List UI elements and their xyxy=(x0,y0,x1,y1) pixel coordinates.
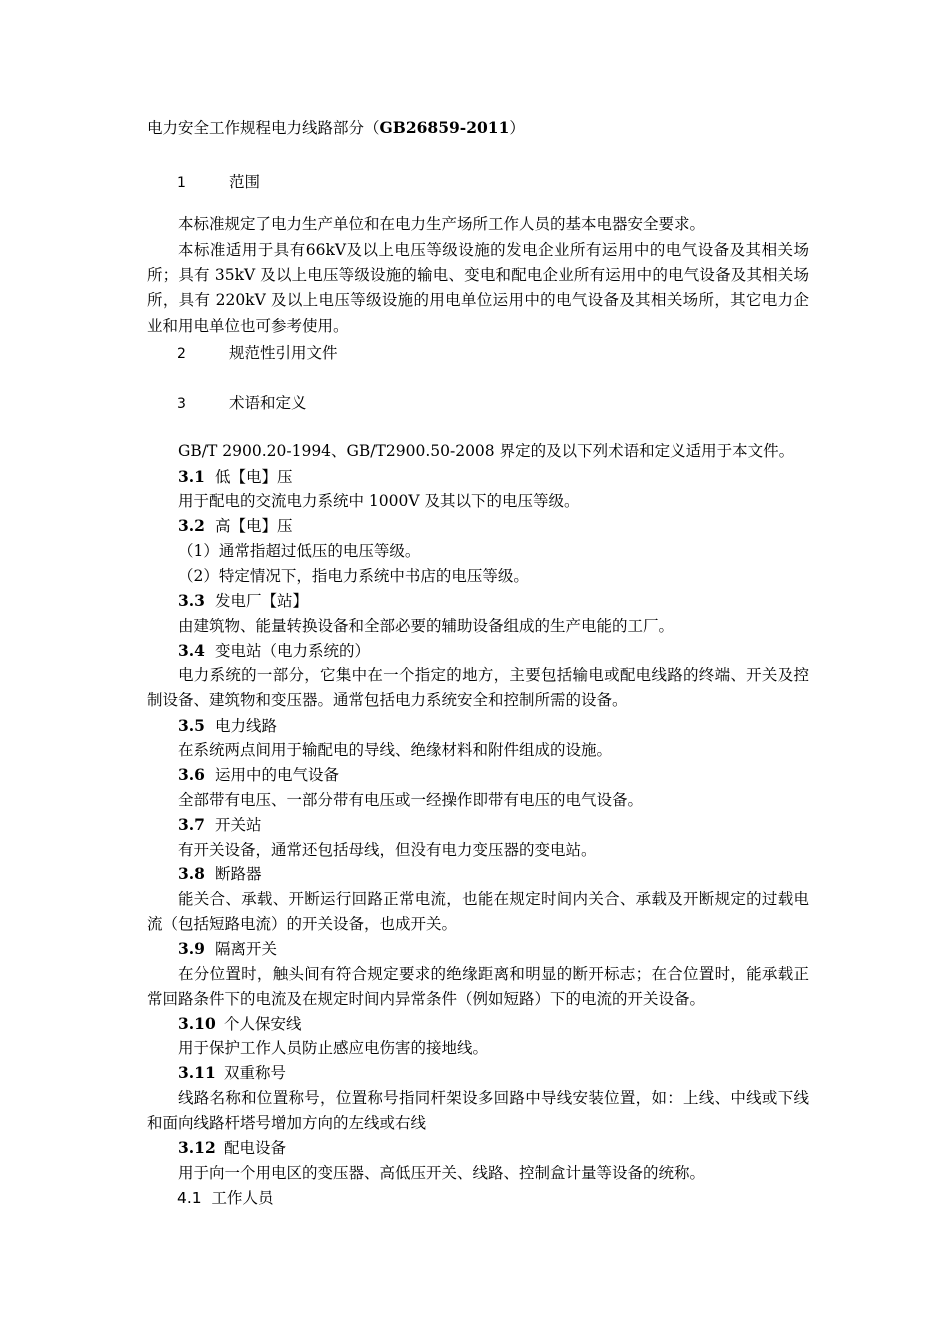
scope-paragraph-2: 本标准适用于具有66kV及以上电压等级设施的发电企业所有运用中的电气设备及其相关场所；具有 35kV 及以上电压等级设施的输电、变电和配电企业所有运用中的电气设备及其相关场所，具有 220kV 及以上电压等级设施的用电单位运用中的电气设备及其相关场所，其它电力企业和用电单位也可参考使用。 xyxy=(147,241,809,335)
term-name: 低【电】压 xyxy=(215,468,293,486)
term-name: 运用中的电气设备 xyxy=(215,766,340,784)
standard-code: GB26859-2011 xyxy=(379,118,510,137)
term-heading xyxy=(178,1012,302,1036)
term-definition: （2）特定情况下，指电力系统中书店的电压等级。 xyxy=(178,567,529,585)
term-definition: 全部带有电压、一部分带有电压或一经操作即带有电压的电气设备。 xyxy=(178,791,644,809)
term-heading xyxy=(178,714,277,738)
term-name: 变电站（电力系统的） xyxy=(215,642,371,660)
term-definition: 用于向一个用电区的变压器、高低压开关、线路、控制盒计量等设备的统称。 xyxy=(178,1164,706,1182)
section-number: 3 xyxy=(177,396,186,412)
term-number: 3.10 xyxy=(178,1014,216,1033)
subsection-number: 4.1 xyxy=(177,1189,202,1207)
subsection-heading-4-1 xyxy=(177,1186,274,1210)
term-definition: 用于配电的交流电力系统中 1000V 及其以下的电压等级。 xyxy=(178,492,580,510)
term-definition: 电力系统的一部分，它集中在一个指定的地方，主要包括输电或配电线路的终端、开关及控制设备、建筑物和变压器。通常包括电力系统安全和控制所需的设备。 xyxy=(147,666,809,710)
term-name: 个人保安线 xyxy=(224,1015,302,1033)
term-definition: 在系统两点间用于输配电的导线、绝缘材料和附件组成的设施。 xyxy=(178,741,613,759)
term-heading xyxy=(178,589,308,613)
term-heading xyxy=(178,514,293,538)
term-number: 3.5 xyxy=(178,716,205,735)
section-heading-1 xyxy=(177,170,260,195)
section-number: 2 xyxy=(177,346,186,362)
term-definition: （1）通常指超过低压的电压等级。 xyxy=(178,542,421,560)
section-number: 1 xyxy=(177,175,186,191)
term-number: 3.4 xyxy=(178,641,205,660)
subsection-label: 工作人员 xyxy=(211,1189,274,1207)
term-name: 隔离开关 xyxy=(215,940,278,958)
term-number: 3.7 xyxy=(178,815,205,834)
title-close: ） xyxy=(509,119,525,137)
term-heading xyxy=(178,763,339,787)
section-label: 术语和定义 xyxy=(229,394,307,412)
term-number: 3.3 xyxy=(178,591,205,610)
title-text: 电力安全工作规程电力线路部分（ xyxy=(147,119,380,137)
term-heading xyxy=(178,639,370,663)
section-heading-3 xyxy=(177,391,307,416)
term-definition: 有开关设备，通常还包括母线，但没有电力变压器的变电站。 xyxy=(178,841,597,859)
term-heading xyxy=(178,1061,286,1085)
section-label: 规范性引用文件 xyxy=(229,344,338,362)
term-name: 断路器 xyxy=(215,865,262,883)
term-name: 开关站 xyxy=(215,816,262,834)
section-label: 范围 xyxy=(229,173,261,191)
term-number: 3.12 xyxy=(178,1138,216,1157)
term-name: 配电设备 xyxy=(224,1139,287,1157)
terms-intro: GB/T 2900.20-1994、GB/T2900.50-2008 界定的及以下列术语和定义适用于本文件。 xyxy=(178,442,795,460)
term-name: 电力线路 xyxy=(215,717,278,735)
term-name: 双重称号 xyxy=(224,1064,287,1082)
term-heading xyxy=(178,813,262,837)
term-definition: 由建筑物、能量转换设备和全部必要的辅助设备组成的生产电能的工厂。 xyxy=(178,617,675,635)
term-definition: 能关合、承载、开断运行回路正常电流，也能在规定时间内关合、承载及开断规定的过载电流（包括短路电流）的开关设备，也成开关。 xyxy=(147,890,809,934)
term-number: 3.11 xyxy=(178,1063,216,1082)
term-heading xyxy=(178,937,277,961)
term-number: 3.2 xyxy=(178,516,205,535)
term-definition: 在分位置时，触头间有符合规定要求的绝缘距离和明显的断开标志；在合位置时，能承载正常回路条件下的电流及在规定时间内异常条件（例如短路）下的电流的开关设备。 xyxy=(147,965,809,1009)
term-name: 发电厂【站】 xyxy=(215,592,309,610)
term-heading xyxy=(178,465,293,489)
term-number: 3.1 xyxy=(178,467,205,486)
term-number: 3.9 xyxy=(178,939,205,958)
document-title xyxy=(147,116,525,140)
term-heading xyxy=(178,862,262,886)
section-heading-2 xyxy=(177,341,338,366)
term-heading xyxy=(178,1136,286,1160)
term-definition: 线路名称和位置称号，位置称号指同杆架设多回路中导线安装位置，如：上线、中线或下线和面向线路杆塔号增加方向的左线或右线 xyxy=(147,1089,809,1133)
term-number: 3.6 xyxy=(178,765,205,784)
scope-paragraph-1: 本标准规定了电力生产单位和在电力生产场所工作人员的基本电器安全要求。 xyxy=(178,215,706,233)
term-number: 3.8 xyxy=(178,864,205,883)
term-definition: 用于保护工作人员防止感应电伤害的接地线。 xyxy=(178,1039,489,1057)
term-name: 高【电】压 xyxy=(215,517,293,535)
